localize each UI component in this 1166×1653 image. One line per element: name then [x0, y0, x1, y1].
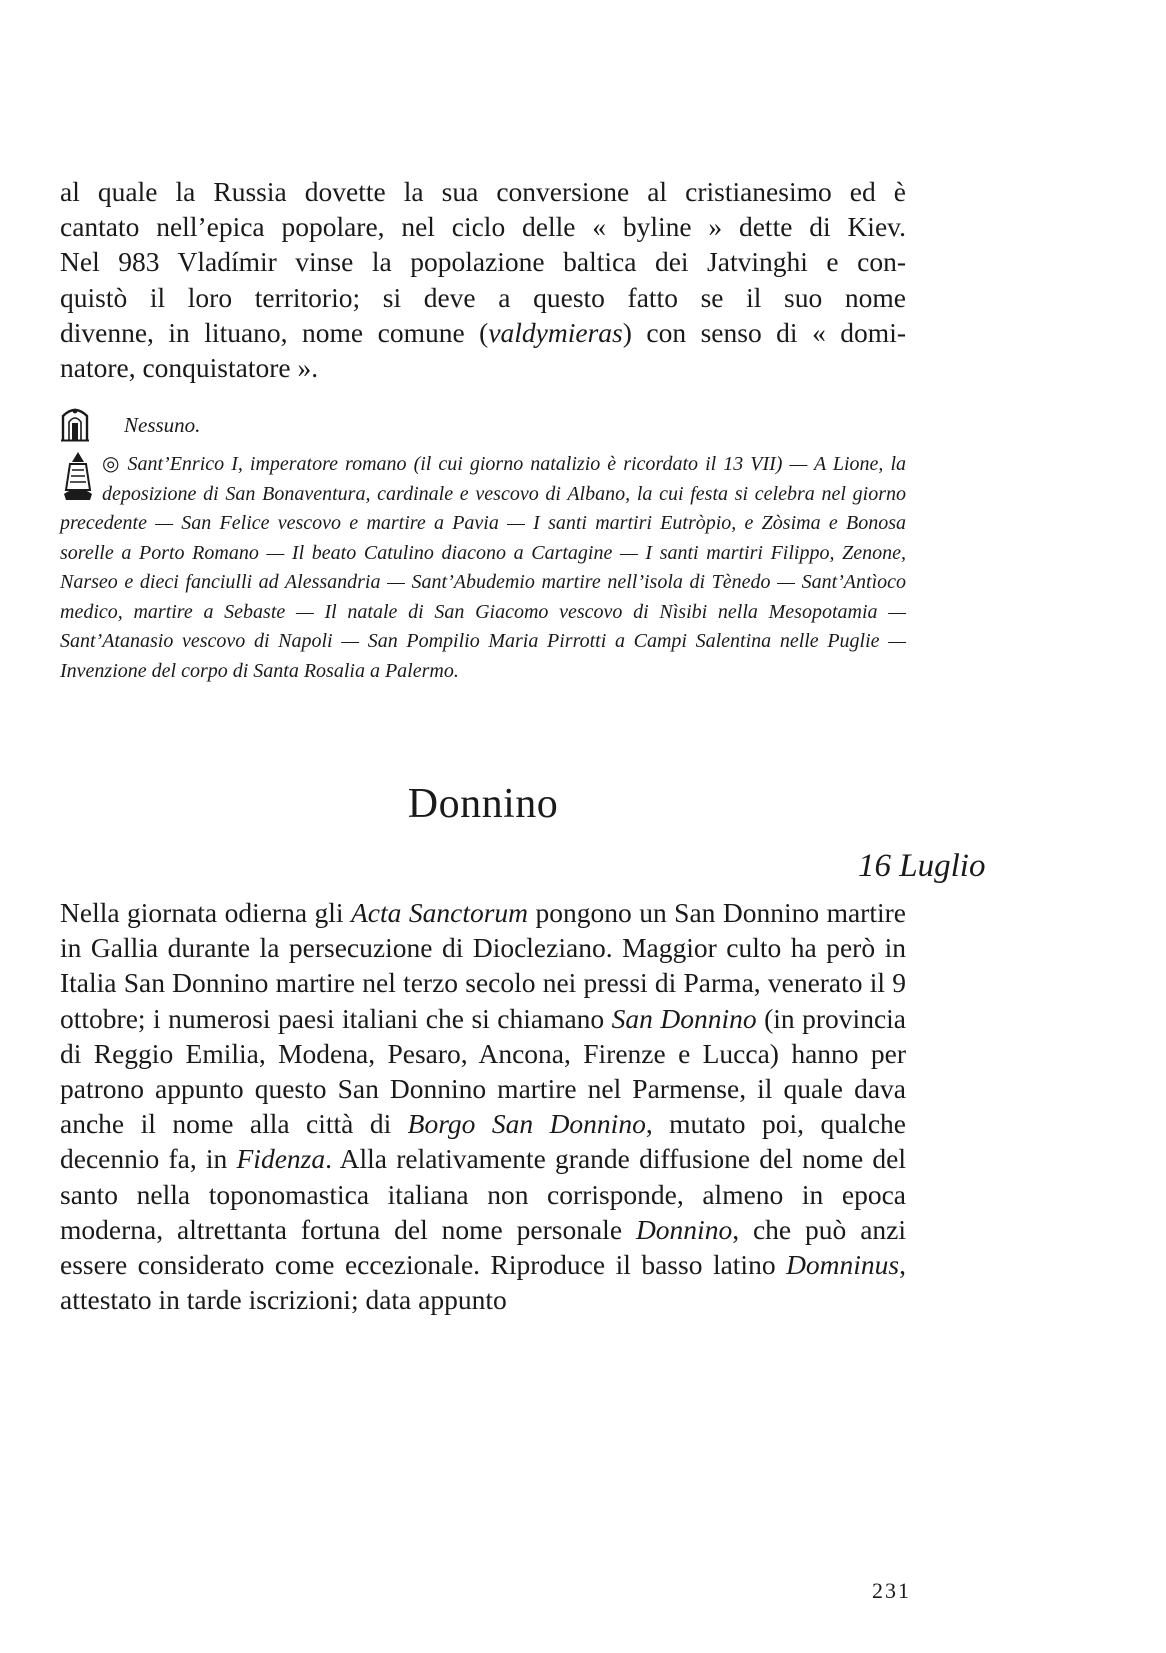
page-number: 231: [872, 1578, 911, 1603]
italic-term: valdymieras: [488, 316, 623, 348]
intro-line: Nel 983 Vladímir vinse la popolazione baltica dei Jatvinghi e con-: [60, 246, 906, 278]
entry-paragraph: [60, 895, 906, 1317]
italic-term: Domninus: [786, 1249, 900, 1281]
entry-date: 16 Luglio: [858, 848, 986, 884]
intro-line: natore, conquistatore ».: [60, 352, 319, 384]
patronage-row: [60, 402, 200, 442]
italic-term: San Donnino: [611, 1002, 757, 1034]
intro-line: al quale la Russia dovette la sua conversione al cristianesimo ed è: [60, 176, 906, 207]
intro-line: divenne, in lituano, nome comune (valdymieras) con senso di « domi-: [60, 316, 906, 348]
intro-line: cantato nell’epica popolare, nel ciclo delle « byline » dette di Kiev.: [60, 211, 906, 243]
italic-term: Borgo San Donnino: [407, 1108, 646, 1140]
intro-paragraph: [60, 174, 906, 385]
entry-title: Donnino: [407, 781, 559, 827]
martyrology-paragraph: [60, 450, 906, 686]
patronage-text: Nessuno.: [124, 412, 201, 437]
martyrology-text: Sant’Enrico I, imperatore romano (il cui giorno natalizio è ricordato il 13 VII) — A Lione, la deposizione di San Bonaventura, cardinale e vescovo di Albano, la cui festa si celebra nel giorno precedente — San Felice vescovo e martire a Pavia — I santi martiri Eutròpio, e Zòsima e Bonosa sorelle a Porto Romano — Il beato Catulino diacono a Cartagine — I santi martiri Filippo, Zenone, Narseo e dieci fanciulli ad Alessandria — Sant’Abudemio martire nell’isola di Tènedo — Sant’Antìoco medico, martire a Sebaste — Il natale di San Giacomo vescovo di Nìsibi nella Mesopotamia — Sant’Atanasio vescovo di Napoli — San Pompilio Maria Pirrotti a Campi Salentina nelle Puglie — Invenzione del corpo di Santa Rosalia a Palermo.: [60, 453, 906, 682]
entry-body-text: Nella giornata odierna gli Acta Sanctorum pongono un San Donnino martire in Gallia durante la persecuzione di Diocleziano. Maggior culto ha però in Italia San Donnino martire nel terzo secolo nei pressi di Parma, venerato il 9 ottobre; i numerosi paesi italiani che si chiamano San Donnino (in provincia di Reggio Emilia, Modena, Pesaro, Ancona, Firenze e Lucca) hanno per patrono appunto questo San Donnino martire nel Parmense, il quale dava anche il nome alla città di Borgo San Donnino, mutato poi, qualche decennio fa, in Fidenza. Alla relativamente grande diffusione del nome del santo nella toponomastica italiana non corrisponde, almeno in epoca moderna, altrettanta fortuna del nome personale Donnino, che può anzi essere considerato come eccezionale. Riproduce il basso latino Domninus, attestato in tarde iscrizioni; data appunto: [60, 897, 907, 1316]
tower-icon: [60, 402, 90, 442]
italic-term: Donnino: [635, 1213, 733, 1245]
bishop-icon: [60, 450, 96, 502]
intro-line: quistò il loro territorio; si deve a questo fatto se il suo nome: [60, 281, 906, 313]
target-symbol: ◎: [102, 453, 122, 475]
italic-term: Acta Sanctorum: [351, 897, 529, 928]
italic-term: Fidenza: [236, 1143, 326, 1175]
